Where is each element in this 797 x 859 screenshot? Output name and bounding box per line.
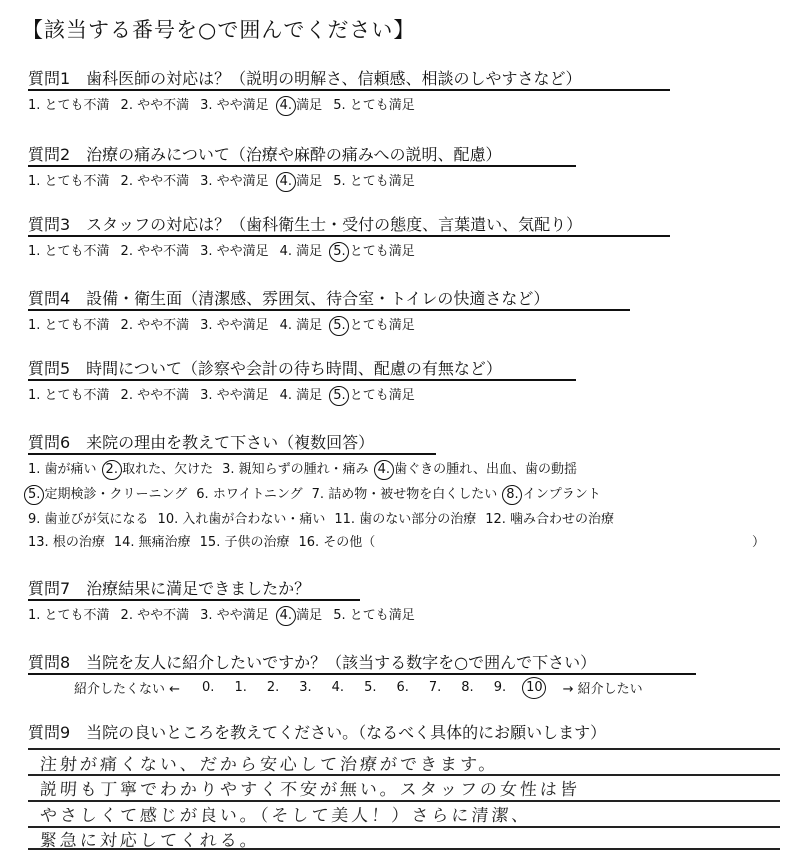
answer-option[interactable]: 11. 歯のない部分の治療 — [334, 512, 477, 527]
question-3-underline — [28, 235, 670, 237]
answer-option[interactable]: 2. やや不満 — [120, 608, 190, 623]
answer-option[interactable]: 5. とても満足 — [333, 388, 415, 403]
answer-option[interactable]: 1. 歯が痛い — [28, 462, 97, 477]
answer-option[interactable]: 1. とても不満 — [28, 244, 110, 259]
answer-option[interactable]: 3. やや満足 — [200, 98, 269, 113]
answer-option[interactable]: 8. インプラント — [506, 487, 601, 502]
question-1-options — [28, 94, 426, 113]
answer-option[interactable]: 14. 無痛治療 — [113, 535, 191, 550]
answer-option[interactable]: 3. やや満足 — [200, 608, 269, 623]
answer-option[interactable]: 2. やや不満 — [120, 98, 190, 113]
answer-option[interactable]: 4. 満足 — [279, 174, 323, 189]
scale-value[interactable]: 3. — [299, 680, 312, 695]
answer-option[interactable]: 4. 満足 — [279, 98, 323, 113]
handwritten-answer-line-4: 緊急に対応してくれる。 — [39, 831, 261, 851]
answer-option[interactable]: 3. やや満足 — [200, 174, 269, 189]
question-6-close-paren: ） — [752, 535, 766, 550]
scale-value[interactable]: 1. — [234, 680, 247, 695]
question-6-row-2 — [28, 483, 610, 502]
question-2-options — [28, 170, 426, 189]
question-4-options — [28, 314, 426, 333]
answer-option[interactable]: 2. やや不満 — [120, 174, 190, 189]
answer-option[interactable]: 5. とても満足 — [333, 318, 415, 333]
answer-option[interactable]: 7. 詰め物・被せ物を白くしたい — [311, 487, 498, 502]
answer-option[interactable]: 4. 満足 — [279, 244, 323, 259]
question-2-label: 質問2 治療の痛みについて（治療や麻酔の痛みへの説明、配慮） — [28, 145, 502, 164]
question-5-options — [28, 384, 426, 403]
answer-option[interactable]: 5. とても満足 — [333, 608, 415, 623]
page-title: 【該当する番号を○で囲んでください】 — [22, 18, 416, 42]
answer-option[interactable]: 2. やや不満 — [120, 388, 190, 403]
answer-option[interactable]: 15. 子供の治療 — [199, 535, 290, 550]
handwritten-answer-line-2: 説明も丁寧でわかりやすく不安が無い。スタッフの女性は皆 — [39, 780, 581, 800]
question-6-label: 質問6 来院の理由を教えて下さい（複数回答） — [28, 433, 375, 452]
question-1-underline — [28, 89, 670, 91]
question-4-label: 質問4 設備・衛生面（清潔感、雰囲気、待合室・トイレの快適さなど） — [28, 289, 550, 308]
question-6-row-3 — [28, 508, 623, 527]
question-7-underline — [28, 599, 360, 601]
answer-option[interactable]: 2. 取れた、欠けた — [105, 462, 214, 477]
answer-option[interactable]: 2. やや不満 — [120, 244, 190, 259]
answer-option[interactable]: 4. 歯ぐきの腫れ、出血、歯の動揺 — [377, 462, 577, 477]
scale-value[interactable]: 9. — [493, 680, 507, 695]
scale-value[interactable]: 7. — [428, 680, 442, 695]
question-5-underline — [28, 379, 576, 381]
answer-option[interactable]: 1. とても不満 — [28, 318, 110, 333]
answer-option[interactable]: 3. やや満足 — [200, 388, 269, 403]
question-8-label: 質問8 当院を友人に紹介したいですか？（該当する数字を○で囲んで下さい） — [28, 653, 597, 672]
scale-right-label: → 紹介したい — [562, 682, 643, 697]
answer-option[interactable]: 4. 満足 — [279, 608, 323, 623]
question-6-row-1 — [28, 458, 586, 477]
question-7-label: 質問7 治療結果に満足できましたか？ — [28, 579, 311, 598]
scale-value[interactable]: 10 — [526, 680, 543, 695]
answer-option[interactable]: 5. とても満足 — [333, 244, 415, 259]
handwritten-answer-line-1: 注射が痛くない、だから安心して治療ができます。 — [39, 755, 500, 775]
answer-option[interactable]: 13. 根の治療 — [28, 535, 105, 550]
question-3-label: 質問3 スタッフの対応は？（歯科衛生士・受付の態度、言葉遣い、気配り） — [28, 215, 583, 234]
answer-option[interactable]: 1. とても不満 — [28, 608, 110, 623]
scale-value[interactable]: 5. — [364, 680, 377, 695]
answer-option[interactable]: 1. とても不満 — [28, 174, 110, 189]
question-3-options — [28, 240, 426, 259]
answer-option[interactable]: 6. ホワイトニング — [196, 487, 303, 502]
question-1-label: 質問1 歯科医師の対応は？（説明の明解さ、信頼感、相談のしやすさなど） — [28, 69, 582, 88]
scale-value[interactable]: 2. — [266, 680, 280, 695]
answer-option[interactable]: 1. とても不満 — [28, 388, 110, 403]
answer-option[interactable]: 4. 満足 — [279, 388, 323, 403]
answer-option[interactable]: 9. 歯並びが気になる — [28, 512, 149, 527]
answer-option[interactable]: 4. 満足 — [279, 318, 323, 333]
question-6-row-4 — [28, 531, 384, 550]
question-7-options — [28, 604, 426, 623]
handwritten-answer-line-3: やさしくて感じが良い。（そして美人！）さらに清潔、 — [39, 806, 533, 826]
question-8-underline — [28, 673, 696, 675]
question-6-underline — [28, 453, 436, 455]
scale-value[interactable]: 8. — [461, 680, 474, 695]
question-4-underline — [28, 309, 630, 311]
answer-option[interactable]: 3. 親知らずの腫れ・痛み — [222, 462, 369, 477]
answer-option[interactable]: 5. とても満足 — [333, 174, 415, 189]
scale-left-label: 紹介したくない ← — [74, 682, 181, 697]
scale-value[interactable]: 0. — [202, 680, 215, 695]
answer-option[interactable]: 1. とても不満 — [28, 98, 110, 113]
answer-option[interactable]: 12. 噛み合わせの治療 — [485, 512, 615, 527]
scale-value[interactable]: 4. — [331, 680, 345, 695]
question-5-label: 質問5 時間について（診察や会計の待ち時間、配慮の有無など） — [28, 359, 502, 378]
answer-option[interactable]: 16. その他（ — [298, 535, 376, 550]
answer-option[interactable]: 2. やや不満 — [120, 318, 190, 333]
answer-option[interactable]: 5. とても満足 — [333, 98, 415, 113]
question-8-scale — [74, 678, 643, 697]
question-9-label: 質問9 当院の良いところを教えてください。（なるべく具体的にお願いします） — [28, 723, 607, 742]
answer-option[interactable]: 5. 定期検診・クリーニング — [28, 487, 188, 502]
scale-value[interactable]: 6. — [396, 680, 409, 695]
question-2-underline — [28, 165, 576, 167]
answer-option[interactable]: 3. やや満足 — [200, 318, 269, 333]
answer-option[interactable]: 3. やや満足 — [200, 244, 269, 259]
answer-option[interactable]: 10. 入れ歯が合わない・痛い — [157, 512, 326, 527]
